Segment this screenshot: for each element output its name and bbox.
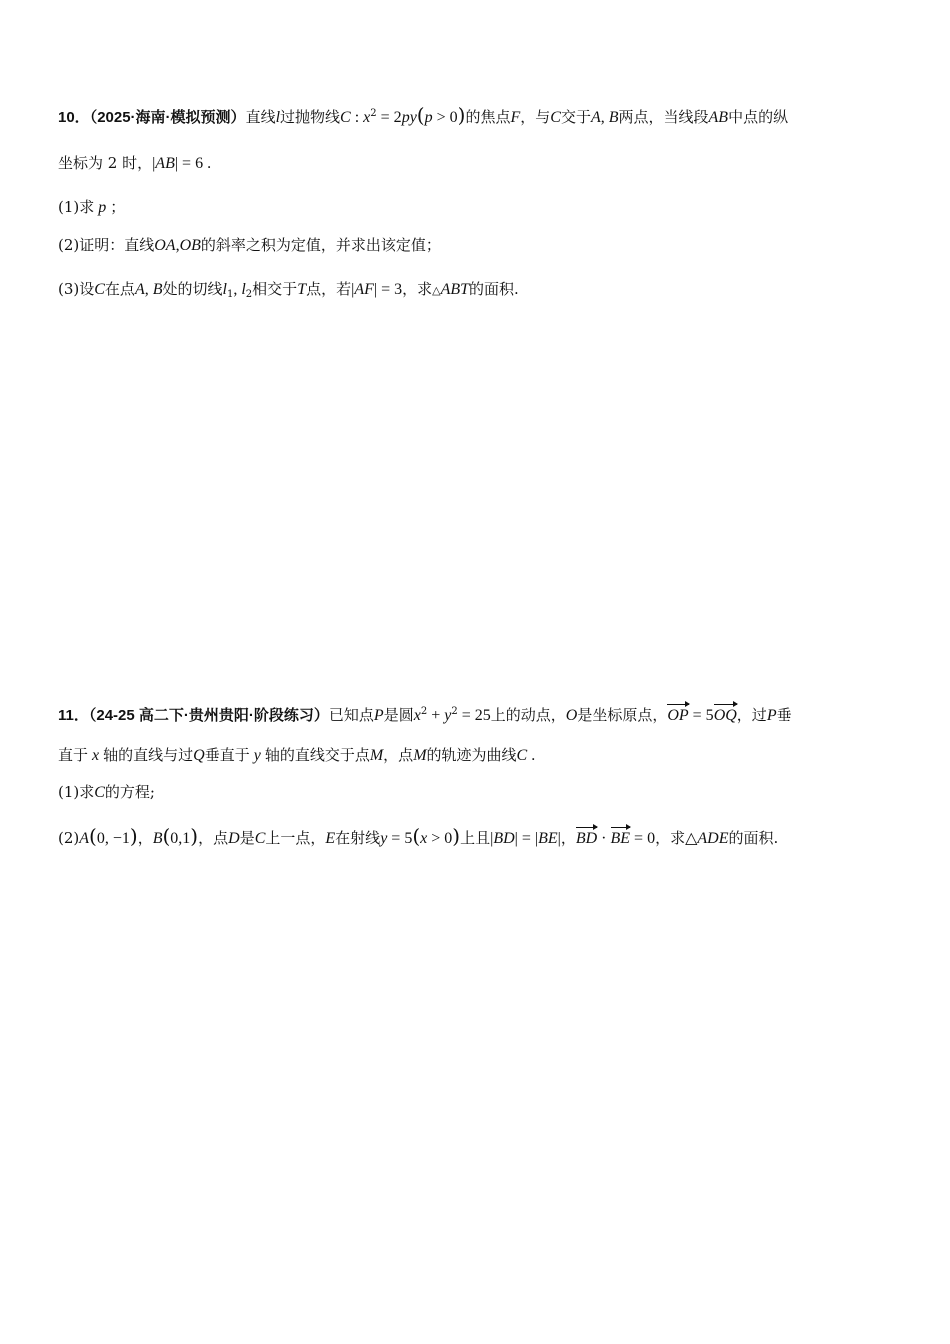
q10-line-1: 10．（2025·海南·模拟预测）直线l过抛物线C : $x^2 = 2py(p > 0)$的焦点F，与C交于A, B两点，当线段AB中点的纵	[58, 103, 789, 127]
q11-number: 11．	[58, 707, 89, 724]
q11-line-1: 11．（24-25 高二下·贵州贵阳·阶段练习）已知点P是圆$x^2 + y^2 = 25$上的动点，O是坐标原点，OP = 5OQ，过P垂	[58, 701, 898, 727]
q11-part-1: (1)求C的方程;	[58, 783, 155, 801]
q10-line-2: 坐标为 2 时，|AB| = 6 .	[58, 154, 212, 172]
q10-source: （2025·海南·模拟预测）	[89, 109, 246, 126]
q10-number: 10．	[58, 109, 90, 126]
q11-source: （24-25 高二下·贵州贵阳·阶段练习）	[88, 707, 329, 724]
q11-part-2: (2)A(0, −1)，B(0,1)，点D是C上一点，E在射线y = 5(x > 0)上且|BD| = |BE|，BD · BE = 0，求△ADE的面积.	[58, 824, 779, 848]
q10-part-2: (2)证明：直线OA,OB的斜率之积为定值，并求出该定值；	[58, 236, 441, 254]
q10-part-3: (3)设C在点A, B处的切线$l_1$, $l_2$相交于T点，若|AF| = 3，求△ABT的面积.	[58, 280, 519, 300]
q10-part-1: (1)求 p ；	[58, 198, 126, 216]
q11-line-2: 直于 x 轴的直线与过Q垂直于 y 轴的直线交于点M，点M的轨迹为曲线C .	[58, 746, 536, 764]
